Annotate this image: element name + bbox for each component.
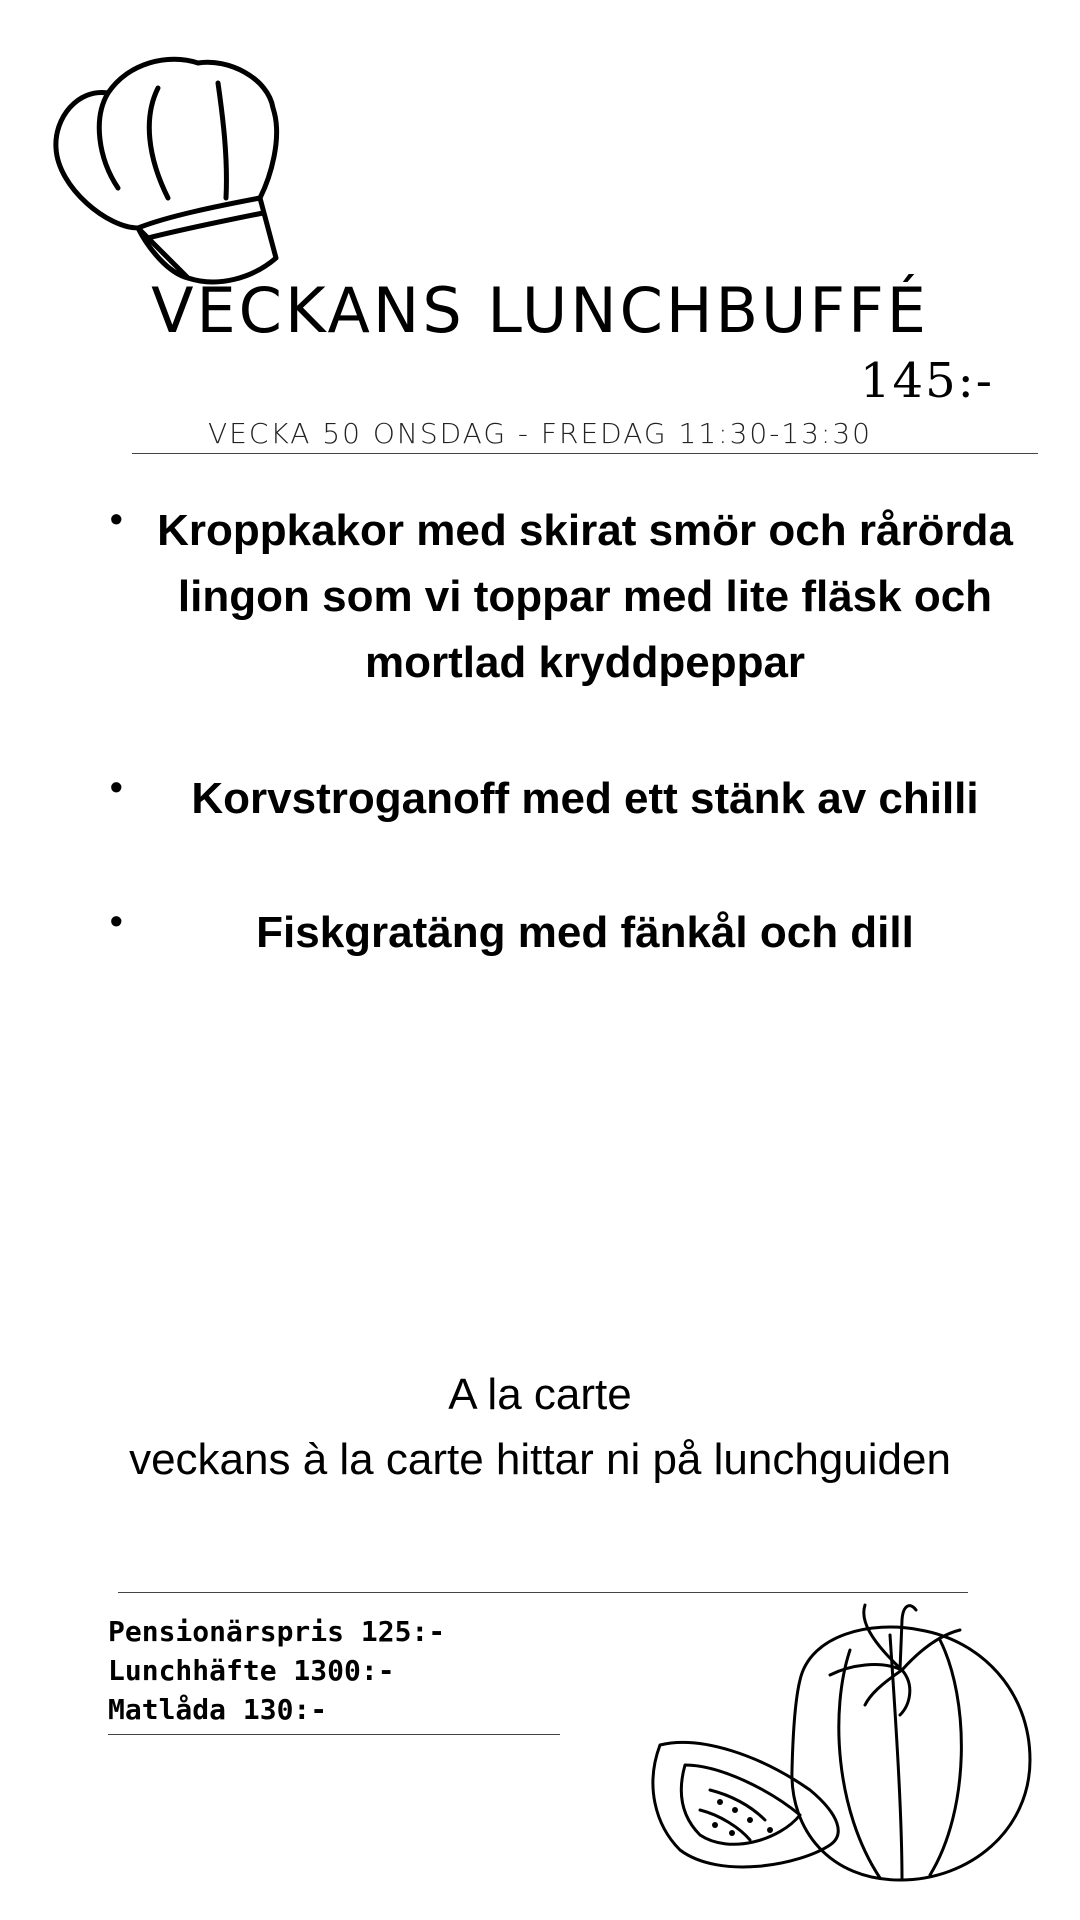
price-line: Lunchhäfte 1300:- (108, 1654, 395, 1687)
tomato-icon (640, 1590, 1040, 1890)
menu-item (110, 766, 1020, 832)
price-line: Matlåda 130:- (108, 1693, 328, 1726)
header-divider (132, 453, 1038, 454)
dish-text: Korvstroganoff med ett stänk av chilli (191, 774, 979, 823)
buffet-price: 145:- (860, 353, 995, 409)
page-title: VECKANS LUNCHBUFFÉ (151, 274, 929, 347)
menu-item (110, 498, 1020, 696)
alacarte-heading: A la carte (448, 1370, 632, 1419)
bullet: • (110, 498, 123, 539)
chef-hat-icon (48, 48, 288, 308)
price-list (108, 1612, 445, 1729)
dish-text: Kroppkakor med skirat smör och rårörda lingon som vi toppar med lite fläsk och mortlad kryddpeppar (157, 506, 1013, 687)
price-line: Pensionärspris 125:- (108, 1615, 446, 1648)
alacarte-text: veckans à la carte hittar ni på lunchguiden (129, 1435, 951, 1484)
week-subtitle: VECKA 50 ONSDAG - FREDAG 11:30-13:30 (207, 417, 872, 450)
bullet: • (110, 766, 123, 807)
menu-item (110, 900, 1020, 966)
dish-text: Fiskgratäng med fänkål och dill (256, 908, 914, 957)
bullet: • (110, 900, 123, 941)
price-list-divider (108, 1734, 560, 1735)
